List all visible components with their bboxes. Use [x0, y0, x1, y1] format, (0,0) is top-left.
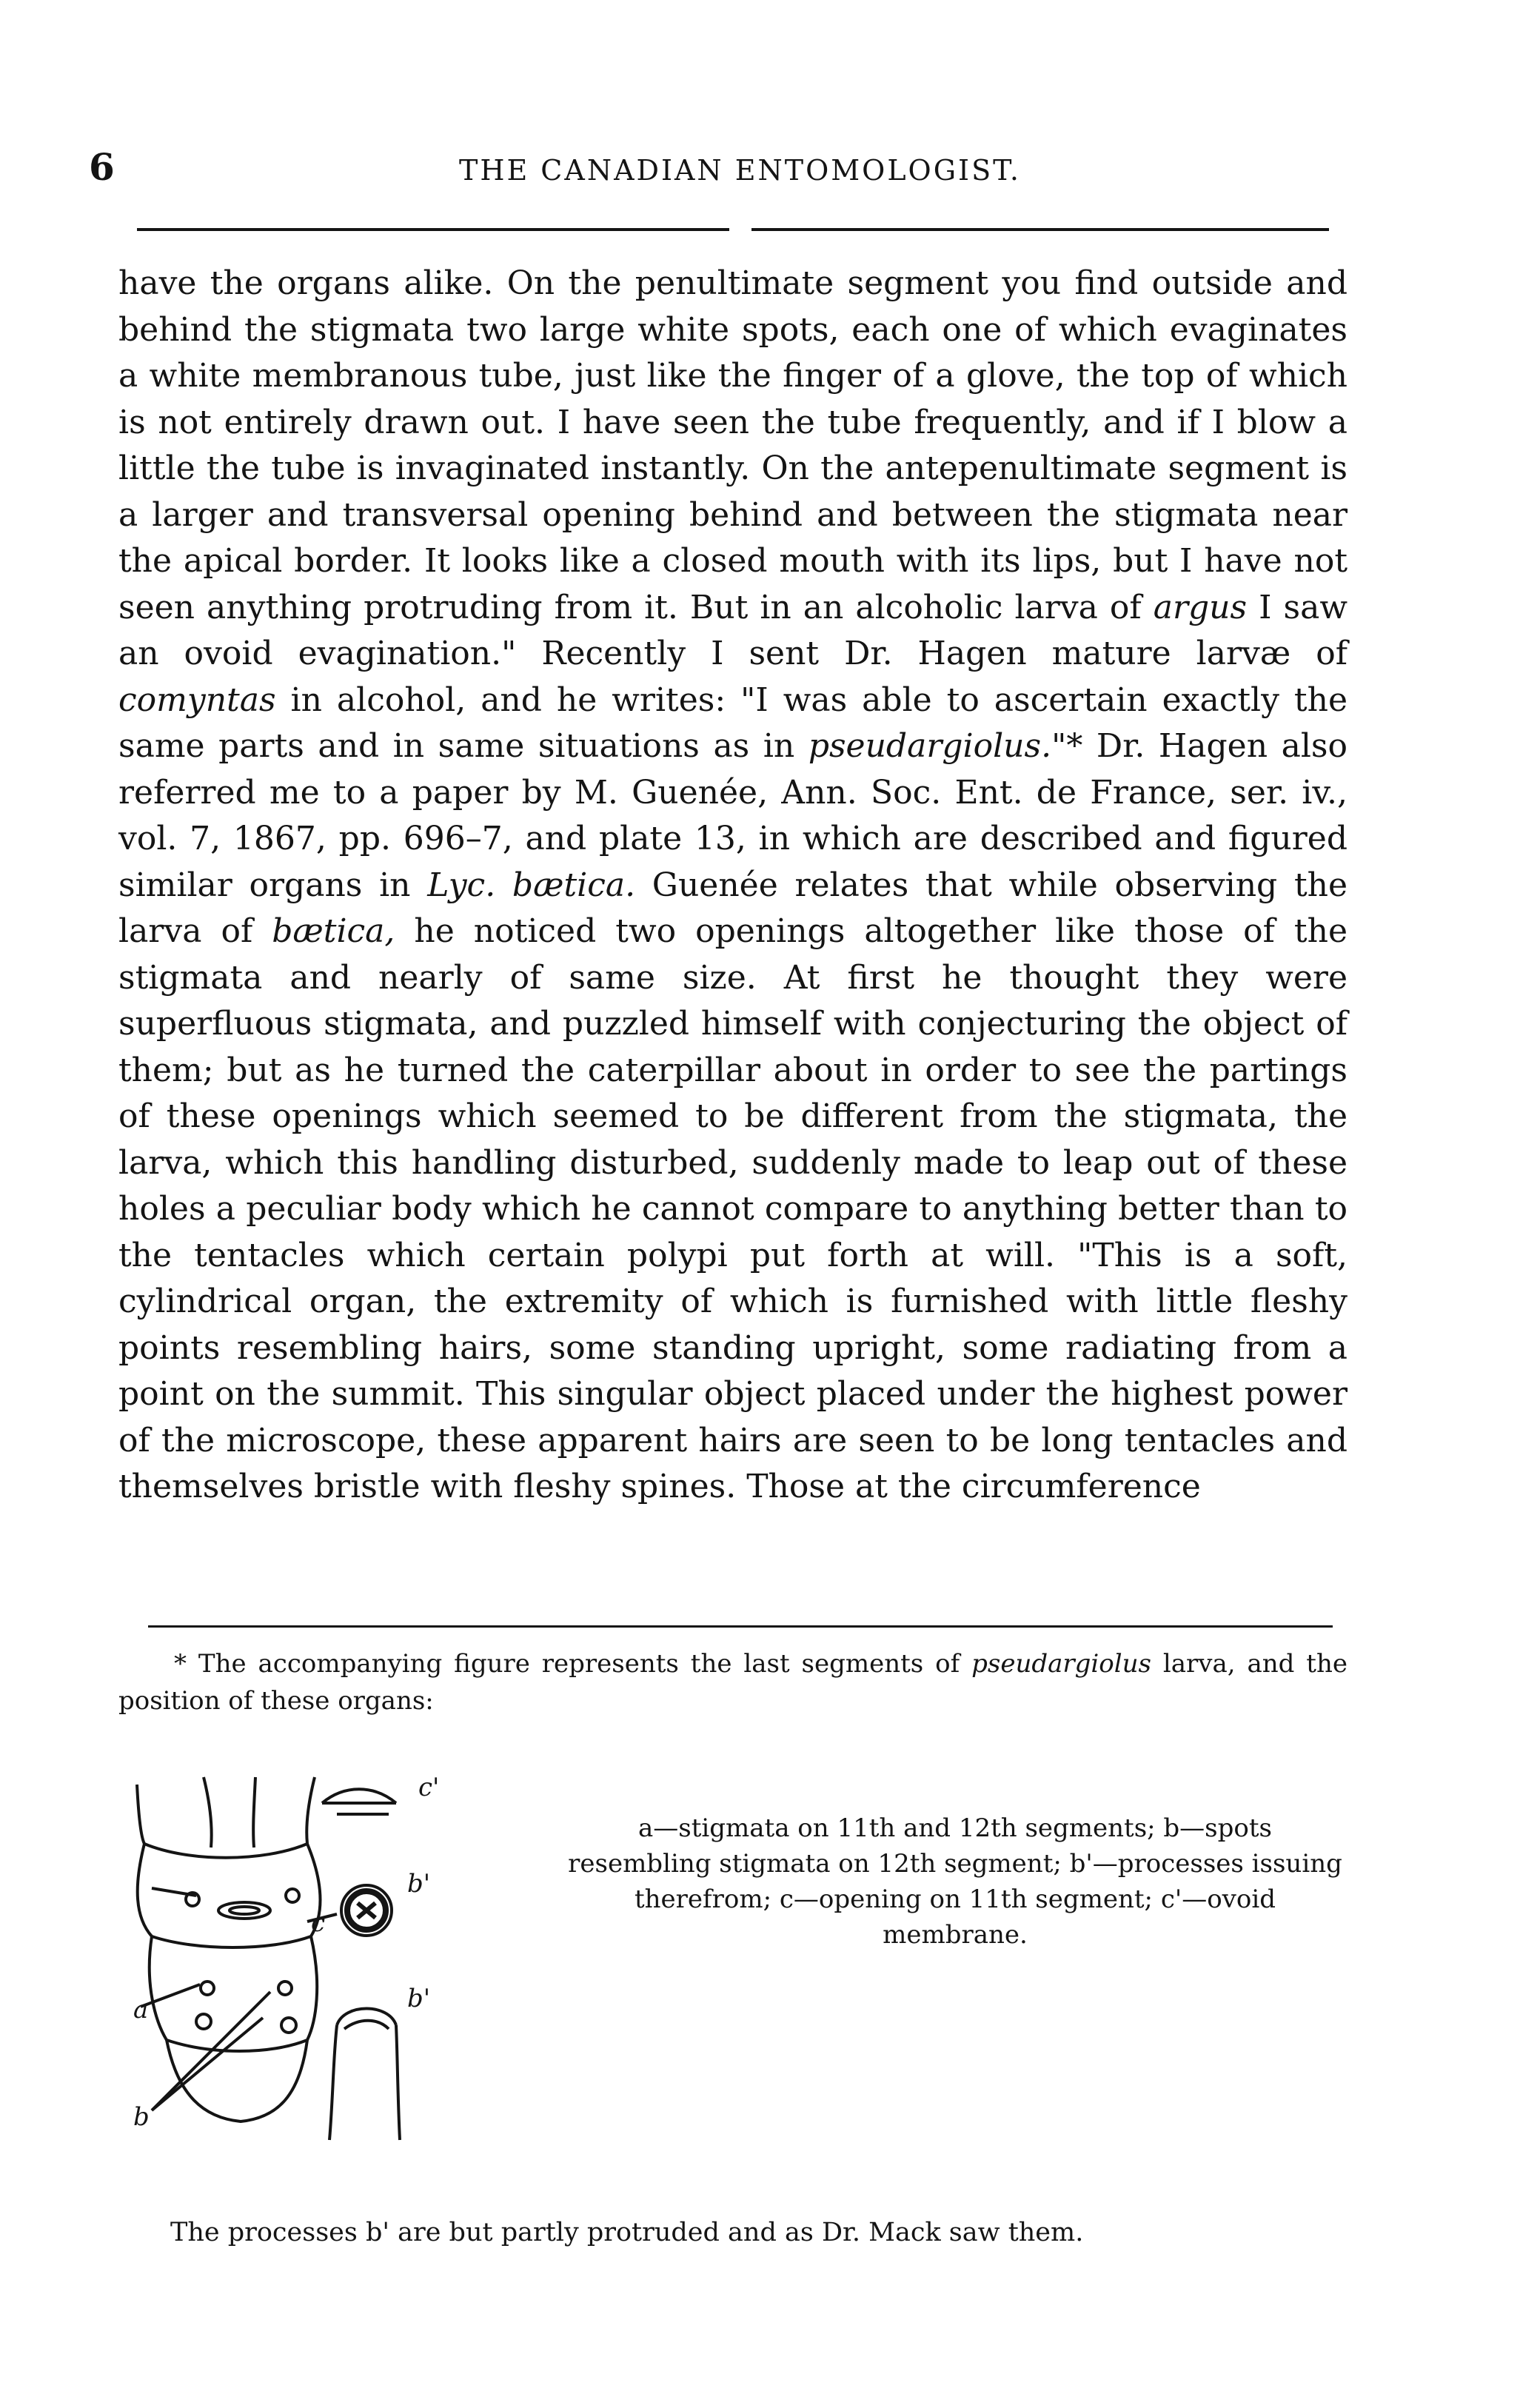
body-text-c: in alcohol, and he writes: "I was able to ascertain exactly the same parts and in same situations as in — [118, 680, 1348, 765]
page-header — [89, 145, 1348, 204]
header-rule-right — [751, 228, 1329, 231]
footnote — [118, 1645, 1348, 1719]
figure-label-b-prime-top: b' — [407, 1869, 431, 1899]
footnote-rule — [148, 1625, 1333, 1628]
figure-label-a: a — [133, 1995, 149, 2024]
closing-note: The processes b' are but partly protruded and as Dr. Mack saw them. — [170, 2218, 1084, 2247]
figure-caption: a—stigmata on 11th and 12th segments; b—spots resembling stigmata on 12th segment; b'—processes issuing therefrom; c—opening on 11th segment; c'—ovoid membrane. — [568, 1813, 1342, 1950]
body-italic-argus: argus — [1153, 588, 1248, 626]
body-italic-lyc-baetica: Lyc. bætica. — [427, 866, 636, 904]
body-text-e: Guenée relates that while observing the larva of — [118, 866, 1348, 950]
figure-label-c: c — [311, 1908, 326, 1938]
larva-drawing — [122, 1762, 537, 2147]
larva-segments-figure — [122, 1762, 537, 2147]
figure-label-c-prime: c' — [418, 1773, 440, 1802]
figure-label-b: b — [133, 2102, 150, 2132]
body-text-a: have the organs alike. On the penultimate segment you find outside and behind the stigmata two large white spots, each one of which evaginates a white membranous tube, just like the finger of a glove, the top of which is not entirely drawn out. I have seen the tube frequently, and if I blow a little the tube is invaginated instantly. On the antepenultimate segment is a larger and transversal opening behind and between the stigmata near the apical border. It looks like a closed mouth with its lips, but I have not seen anything protruding from it. But in an alcoholic larva of — [118, 264, 1348, 626]
running-head: THE CANADIAN ENTOMOLOGIST. — [459, 154, 1021, 187]
body-paragraph — [118, 261, 1348, 1511]
body-italic-comyntas: comyntas — [118, 680, 276, 719]
body-italic-pseudargiolus: pseudargiolus. — [808, 727, 1052, 765]
footnote-text-a: * The accompanying figure represents the last segments of — [174, 1649, 972, 1679]
footnote-italic: pseudargiolus — [971, 1649, 1151, 1679]
figure-label-b-prime-bottom: b' — [407, 1984, 431, 2013]
body-text-d: "* Dr. Hagen also referred me to a paper by M. Guenée, Ann. Soc. Ent. de France, ser. iv., vol. 7, 1867, pp. 696–7, and plate 13, in which are described and figured similar organs in — [118, 727, 1348, 904]
page-number: 6 — [89, 145, 115, 189]
body-text-f: he noticed two openings altogether like those of the stigmata and nearly of same size. At first he thought they were superfluous stigmata, and puzzled himself with conjecturing the object of them; but as he turned the caterpillar about in order to see the partings of these openings which seemed to be different from the stigmata, the larva, which this handling disturbed, suddenly made to leap out of these holes a peculiar body which he cannot compare to anything better than to the tentacles which certain polypi put forth at will. "This is a soft, cylindrical organ, the extremity of which is furnished with little fleshy points resembling hairs, some standing upright, some radiating from a point on the summit. This singular object placed under the highest power of the microscope, these apparent hairs are seen to be long tentacles and themselves bristle with fleshy spines. Those at the circumference — [118, 912, 1348, 1505]
header-rule-left — [137, 228, 729, 231]
body-text-b: I saw an ovoid evagination." Recently I sent Dr. Hagen mature larvæ of — [118, 588, 1348, 672]
footnote-text-b: larva, and the position of these organs: — [118, 1649, 1348, 1716]
body-italic-baetica: bætica, — [272, 912, 395, 950]
